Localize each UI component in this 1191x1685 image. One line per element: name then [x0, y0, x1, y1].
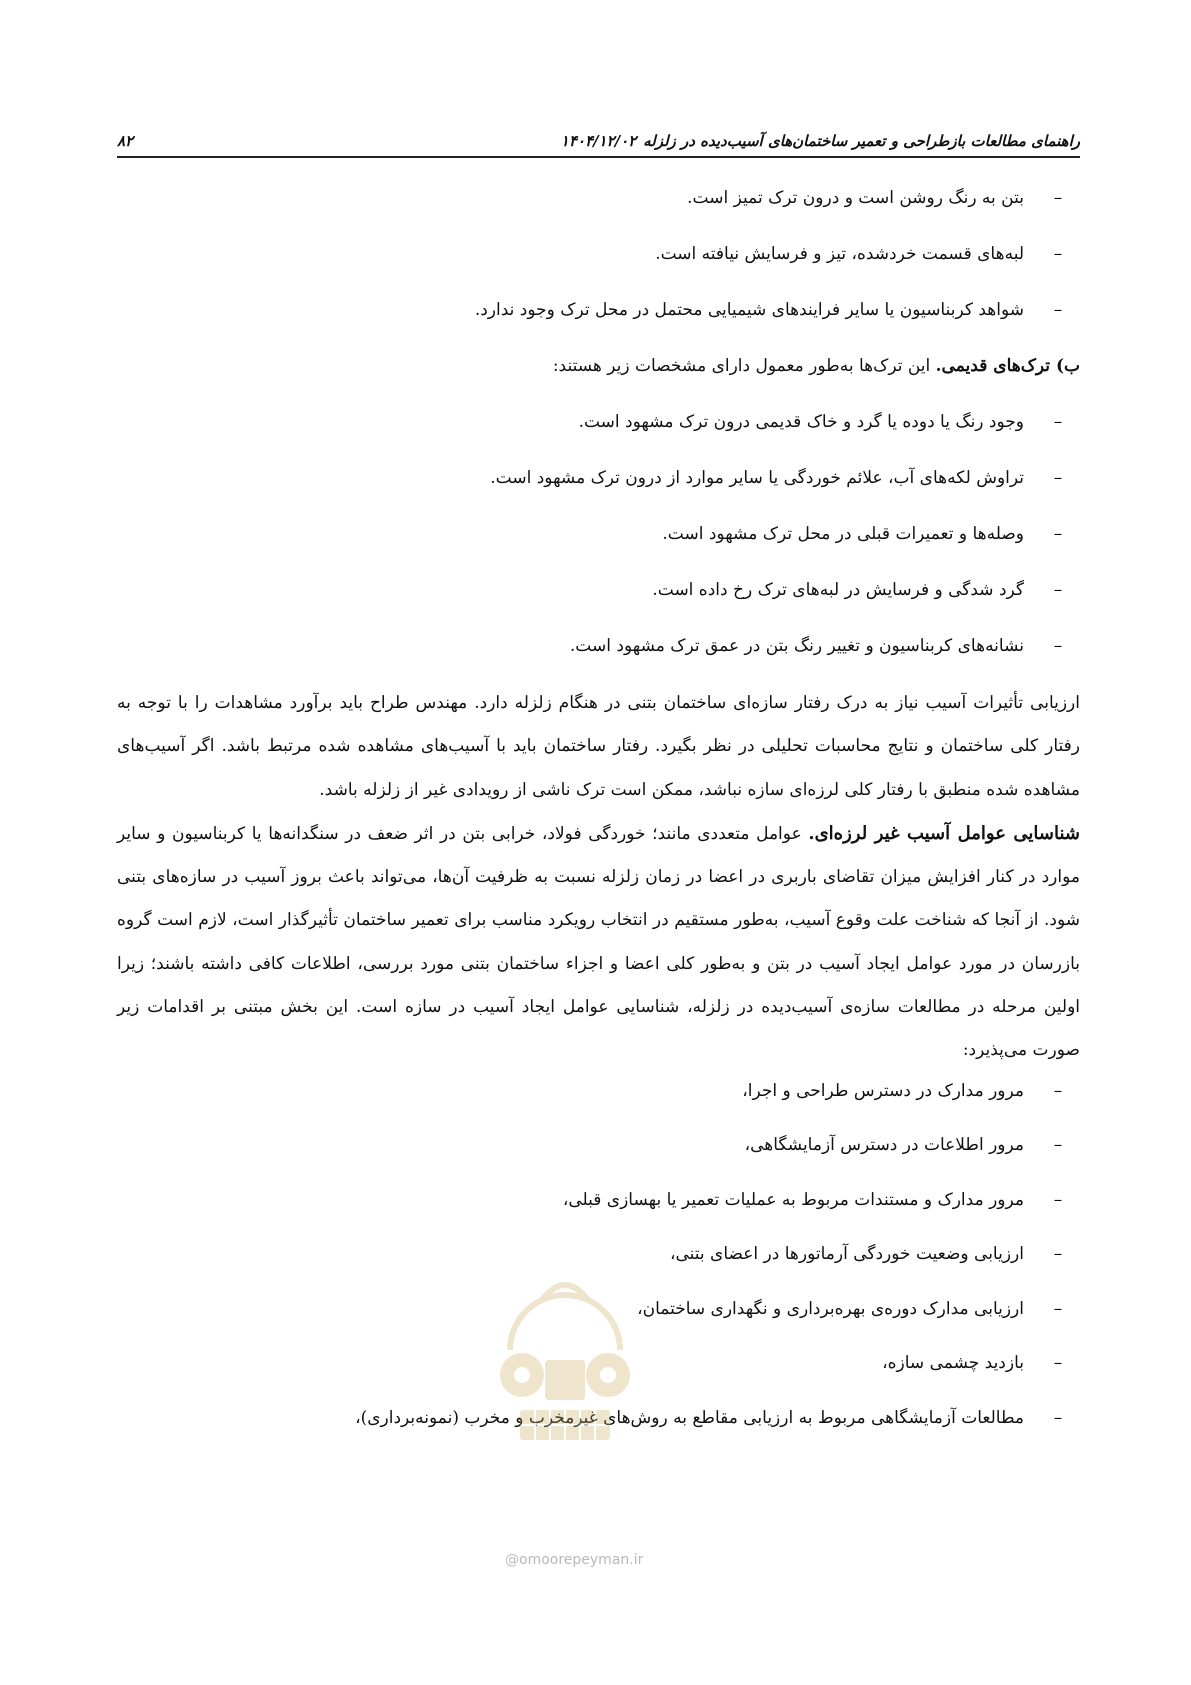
dash-bullet: – [1053, 1407, 1063, 1428]
watermark-handle: @omoorepeyman.ir [505, 1552, 644, 1568]
non-seismic-heading: شناسایی عوامل آسیب غیر لرزه‌ای. [808, 822, 1080, 844]
running-header [117, 128, 1080, 158]
dash-bullet: – [1053, 524, 1063, 544]
actions-list [117, 1079, 1080, 1430]
old-cracks-list [117, 410, 1080, 658]
list-item: – ارزیابی مدارک دوره‌ی بهره‌برداری و نگهداری ساختمان، [117, 1297, 1080, 1321]
old-cracks-intro: این ترک‌ها به‌طور معمول دارای مشخصات زیر هستند: [552, 356, 936, 376]
list-item: – مرور مدارک در دسترس طراحی و اجرا، [117, 1079, 1080, 1103]
dash-bullet: – [1053, 1353, 1063, 1374]
dash-bullet: – [1053, 188, 1063, 208]
list-item: – مرور اطلاعات در دسترس آزمایشگاهی، [117, 1133, 1080, 1157]
list-item: – بازدید چشمی سازه، [117, 1351, 1080, 1375]
dash-bullet: – [1053, 1080, 1063, 1101]
dash-bullet: – [1053, 300, 1063, 320]
dash-bullet: – [1053, 580, 1063, 600]
dash-bullet: – [1053, 412, 1063, 432]
dash-bullet: – [1053, 1244, 1063, 1265]
list-item: – ارزیابی وضعیت خوردگی آرماتورها در اعضای بتنی، [117, 1242, 1080, 1266]
header-date: ۱۴۰۴/۱۲/۰۲ [560, 132, 637, 150]
dash-bullet: – [1053, 468, 1063, 488]
list-item: – وصله‌ها و تعمیرات قبلی در محل ترک مشهود است. [117, 522, 1080, 546]
list-item: – لبه‌های قسمت خردشده، تیز و فرسایش نیافته است. [117, 242, 1080, 266]
page-number: ۸۲ [117, 132, 134, 150]
list-item: – شواهد کربناسیون یا سایر فرایندهای شیمیایی محتمل در محل ترک وجود ندارد. [117, 298, 1080, 322]
assessment-paragraph: ارزیابی تأثیرات آسیب نیاز به درک رفتار سازه‌ای ساختمان بتنی در هنگام زلزله دارد. مهندس طراح باید برآورد مشاهدات را با توجه به رفتار کلی ساختمان و نتایج محاسبات تحلیلی در نظر بگیرد. رفتار ساختمان باید با آسیب‌های مشاهده شده مرتبط باشد. اگر آسیب‌های مشاهده شده منطبق با رفتار کلی لرزه‌ای سازه نباشد، ممکن است ترک ناشی از رویدادی غیر از زلزله باشد. [117, 693, 1080, 800]
list-item: – مرور مدارک و مستندات مربوط به عملیات تعمیر یا بهسازی قبلی، [117, 1188, 1080, 1212]
dash-bullet: – [1053, 1135, 1063, 1156]
list-item: – نشانه‌های کربناسیون و تغییر رنگ بتن در عمق ترک مشهود است. [117, 634, 1080, 658]
new-cracks-list [117, 186, 1080, 322]
list-item: – بتن به رنگ روشن است و درون ترک تمیز است. [117, 186, 1080, 210]
list-item: – تراوش لکه‌های آب، علائم خوردگی یا سایر موارد از درون ترک مشهود است. [117, 466, 1080, 490]
non-seismic-text: عوامل متعددی مانند؛ خوردگی فولاد، خرابی بتن در اثر ضعف در سنگدانه‌ها یا کربناسیون و سایر موارد در کنار افزایش میزان تقاضای باربری در اعضا در زمان زلزله نسبت به ظرفیت آن‌ها، می‌تواند باعث بروز آسیب در سازه‌های بتنی شود. از آنجا که شناخت علت وقوع آسیب، به‌طور مستقیم در انتخاب رویکرد مناسب برای تعمیر ساختمان تأثیرگذار است، لازم است گروه بازرسان در مورد عوامل ایجاد آسیب در بتن و به‌طور کلی اعضا و اجزاء ساختمان بتنی مورد بررسی، اطلاعات کافی داشته باشند؛ زیرا اولین مرحله در مطالعات سازه‌ی آسیب‌دیده در زلزله، شناسایی عوامل ایجاد آسیب در سازه است. این بخش مبتنی بر اقدامات زیر صورت می‌پذیرد: [117, 823, 1080, 1061]
dash-bullet: – [1053, 1189, 1063, 1210]
old-cracks-heading [117, 354, 1080, 378]
list-item: – گرد شدگی و فرسایش در لبه‌های ترک رخ داده است. [117, 578, 1080, 602]
dash-bullet: – [1053, 244, 1063, 264]
dash-bullet: – [1053, 1298, 1063, 1319]
page-body [117, 186, 1080, 1460]
non-seismic-paragraph [117, 812, 1080, 1073]
list-item: – مطالعات آزمایشگاهی مربوط به ارزیابی مقاطع به روش‌های غیرمخرب و مخرب (نمونه‌برداری)، [117, 1406, 1080, 1430]
dash-bullet: – [1053, 636, 1063, 656]
header-title: راهنمای مطالعات بازطراحی و تعمیر ساختمان‌های آسیب‌دیده در زلزله [643, 132, 1080, 150]
list-item: – وجود رنگ یا دوده یا گرد و خاک قدیمی درون ترک مشهود است. [117, 410, 1080, 434]
old-cracks-title: ب) ترک‌های قدیمی. [935, 356, 1080, 376]
